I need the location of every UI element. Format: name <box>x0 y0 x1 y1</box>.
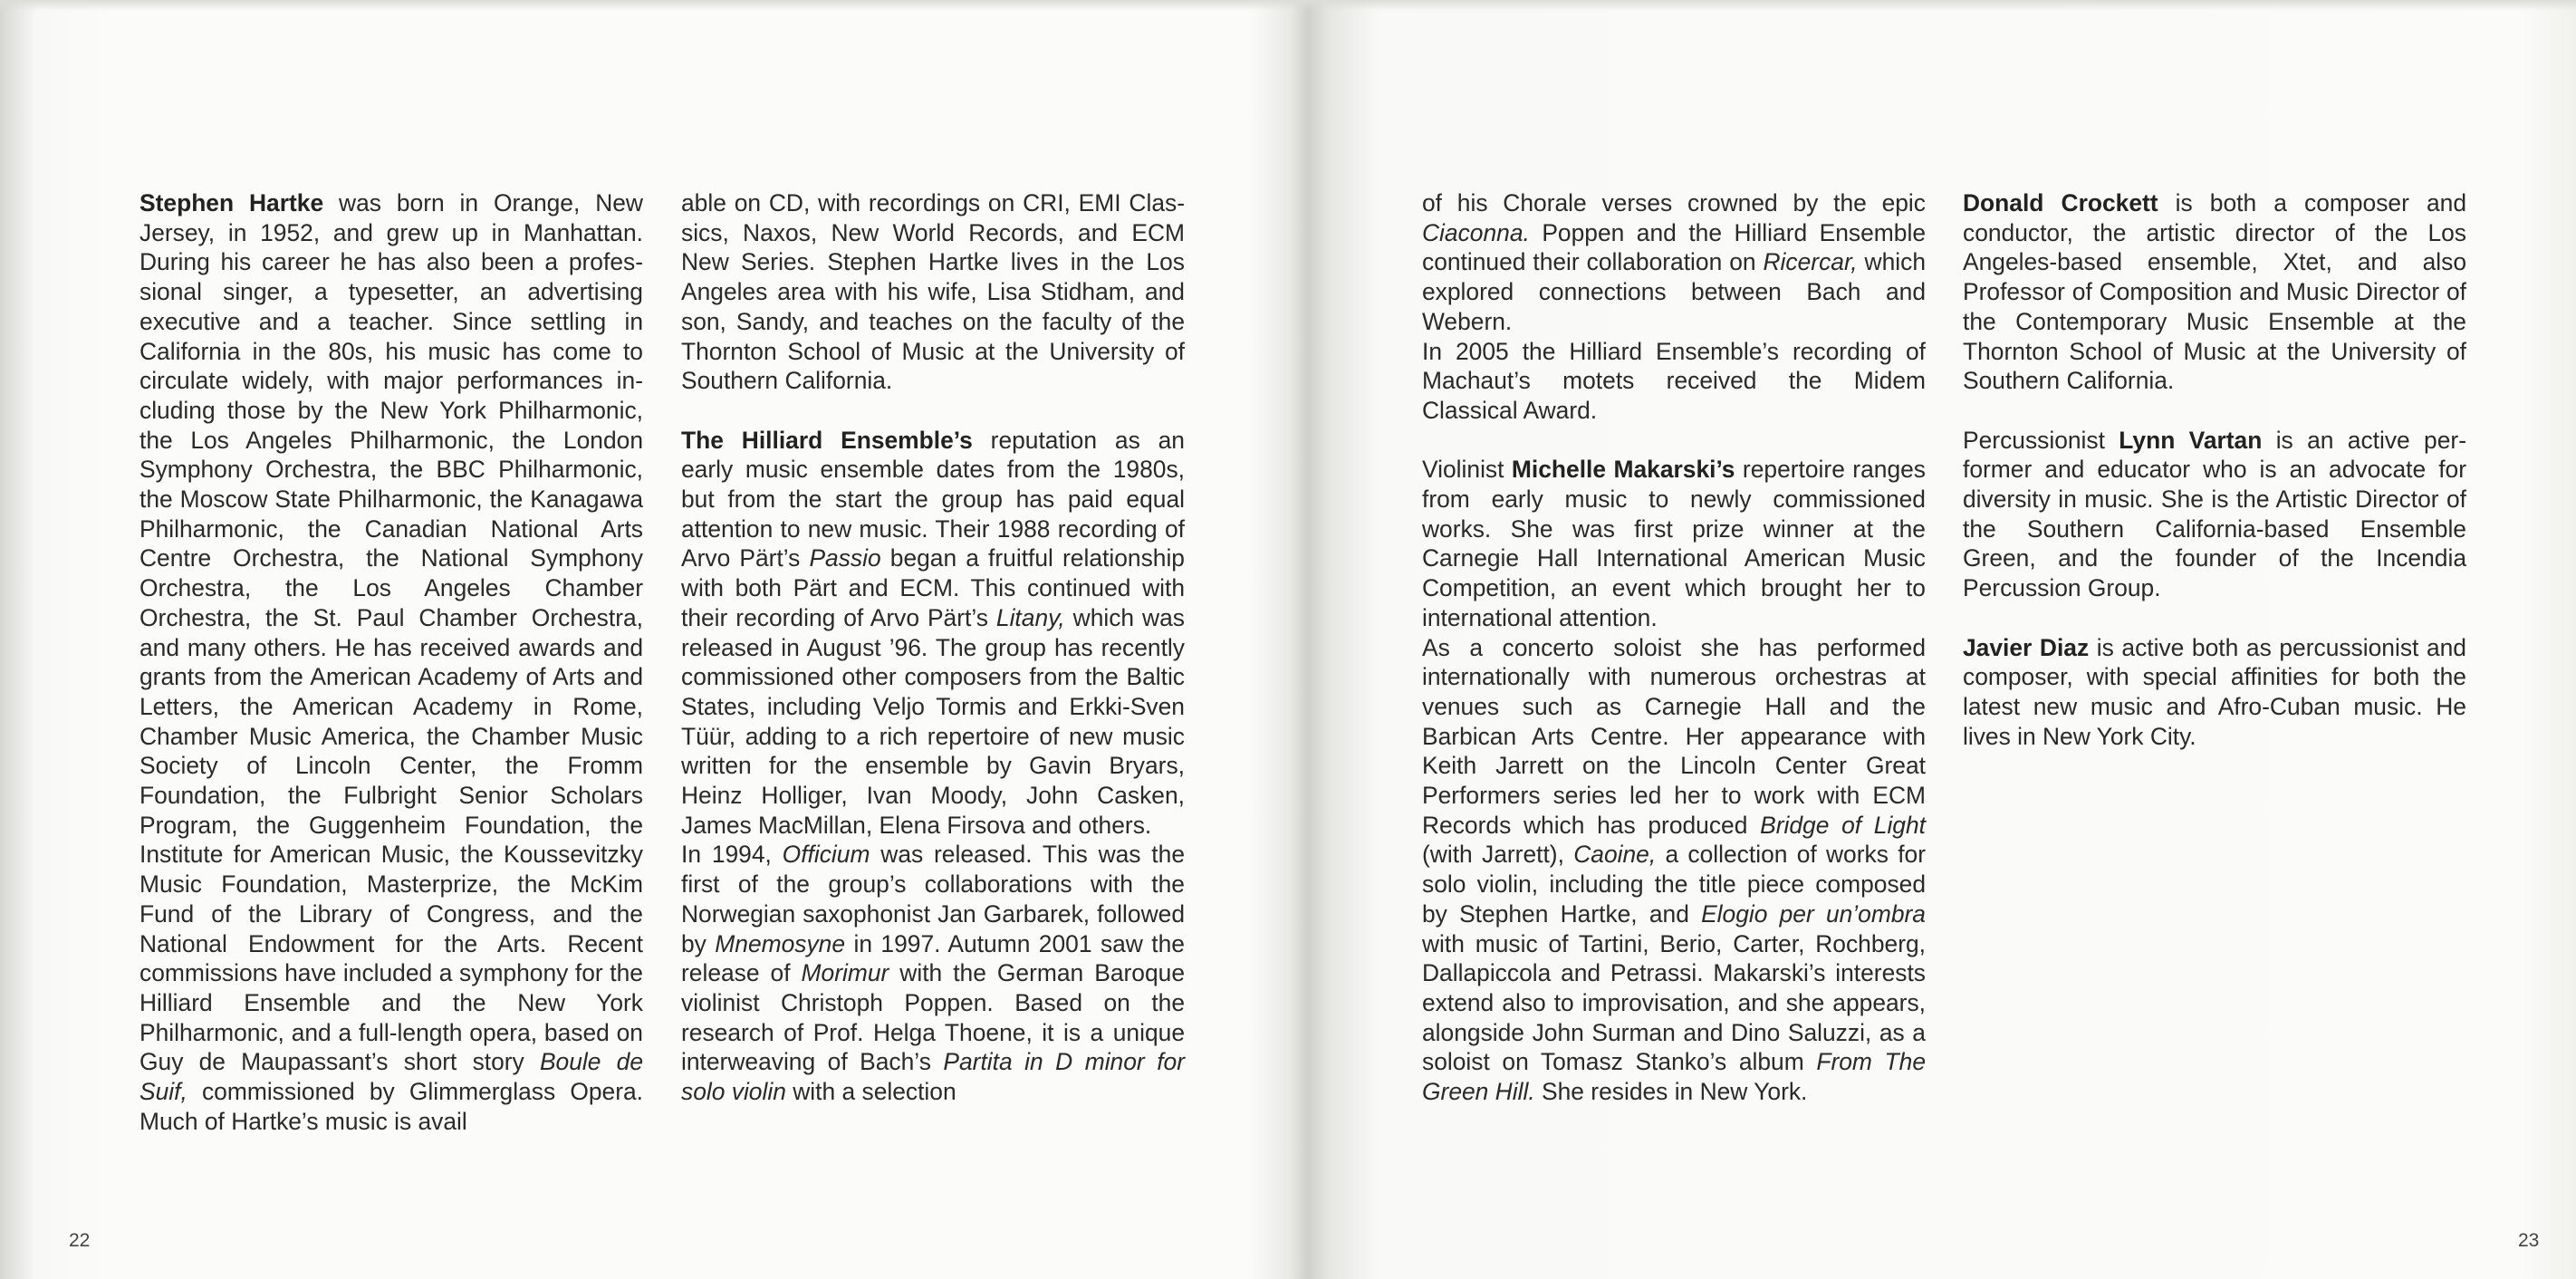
michelle-makarski-career <box>1422 633 1926 1107</box>
bio-text: reputation as an early music ensemble dates from the 1980s, but from the start the group has paid equal attention to new music. Their 1988 recording of Arvo Pärt’s <box>681 426 1185 572</box>
bio-text: began a fruitful relationship with both Pärt and ECM. This continued with their recording of Arvo Pärt’s <box>681 544 1185 631</box>
michelle-makarski-bio <box>1422 455 1926 632</box>
bio-text: is an active performer and educator who is an advocate for diversity in music. She is the Artistic Director of the Southern California-based Ensemble Green, and the founder of the Incendia Percussion Group. <box>1963 426 2466 602</box>
hilliard-ensemble-recordings <box>681 840 1185 1106</box>
column-2 <box>681 188 1185 1107</box>
page-number-left: 22 <box>69 1230 91 1251</box>
stephen-hartke-bio-continued <box>681 188 1185 396</box>
donald-crockett-bio <box>1963 188 2466 396</box>
column-4 <box>1963 188 2466 751</box>
title-italic: From The Green Hill. <box>1422 1048 1926 1106</box>
title-italic: Partita in D minor for solo violin <box>681 1048 1185 1106</box>
title-italic: Litany, <box>995 603 1065 631</box>
bio-text: was born in Orange, New Jersey, in 1952, and grew up in Manhattan. During his career he has also been a professional singer, a typesetter, an advertising executive and a teacher. Since settling in California in the 80s, his music has come to circulate widely, with major performances including those by the New York Philharmonic, the Los Angeles Philharmonic, the London Symphony Orchestra, the BBC Philharmonic, the Moscow State Philharmonic, the Kanagawa Philharmonic, the Canadian National Arts Centre Orchestra, the National Symphony Orchestra, the Los Angeles Chamber Orchestra, the St. Paul Chamber Orchestra, and many others. He has received awards and grants from the American Academy of Arts and Letters, the American Academy in Rome, Chamber Music America, the Chamber Music Society of Lincoln Center, the Fromm Foundation, the Fulbright Senior Scholars Program, the Guggenheim Foundation, the Institute for American Music, the Koussevitzky Music Foundation, Masterprize, the McKim Fund of the Library of Congress, and the National Endowment for the Arts. Recent commissions have included a symphony for the Hilliard Ensemble and the New York Philharmonic, and a full-length opera, based on Guy de Maupassant’s short story <box>139 189 643 1076</box>
bio-text: She resides in New York. <box>1534 1078 1808 1106</box>
title-italic: Ricercar, <box>1763 248 1858 276</box>
page-number-right: 23 <box>2518 1230 2540 1251</box>
name-stephen-hartke: Stephen Hartke <box>139 189 324 216</box>
javier-diaz-bio <box>1963 633 2466 752</box>
name-javier-diaz: Javier Diaz <box>1963 633 2090 661</box>
bio-text: As a concerto soloist she has performed internationally with numerous orchestras at venues such as Carnegie Hall and the Barbican Arts Centre. Her appearance with Keith Jarrett on the Lincoln Center Great Performers series led her to work with ECM Records which has produced <box>1422 633 1926 839</box>
bio-text: with the German Baroque violinist Christoph Poppen. Based on the research of Prof. Helga Thoene, it is a unique interweaving of Bach’s <box>681 959 1185 1076</box>
bio-text: Violinist <box>1422 456 1512 484</box>
hilliard-ensemble-award <box>1422 337 1926 426</box>
bio-text: is both a composer and conductor, the artistic director of the Los Angeles-based ensemble, Xtet, and also Professor of Composition and Music Director of the Contemporary Music Ensemble at the Thornton School of Music at the University of Southern California. <box>1963 189 2466 395</box>
bio-text: a collection of works for solo violin, including the title piece composed by Stephen Hartke, and <box>1422 841 1926 928</box>
bio-text: repertoire ranges from early music to newly commissioned works. She was first prize winner at the Carnegie Hall International American Music Competition, an event which brought her to international attention. <box>1422 456 1926 631</box>
bio-text: of his Chorale verses crowned by the epic <box>1422 189 1926 216</box>
title-italic: Passio <box>809 544 881 572</box>
column-3 <box>1422 188 1926 1107</box>
bio-text: commissioned by Glimmerglass Opera. Much of Hartke’s music is avail <box>139 1078 643 1135</box>
name-michelle-makarski: Michelle Makarski’s <box>1511 456 1735 484</box>
bio-text: Percussionist <box>1963 426 2119 454</box>
name-donald-crockett: Donald Crockett <box>1963 189 2158 216</box>
bio-text: In 1994, <box>681 841 783 869</box>
title-italic: Mnemosyne <box>715 929 846 957</box>
bio-text: with a selection <box>785 1078 956 1106</box>
name-lynn-vartan: Lynn Vartan <box>2119 426 2263 454</box>
title-italic: Bridge of Light <box>1760 811 1926 839</box>
page-edge-shadow <box>0 0 2576 11</box>
bio-text: was released. This was the first of the group’s collaborations with the Norwegian saxophonist Jan Garbarek, followed by <box>681 841 1185 957</box>
bio-text: able on CD, with recordings on CRI, EMI Classics, Naxos, New World Records, and ECM New Series. Stephen Hartke lives in the Los Angeles area with his wife, Lisa Stidham, and son, Sandy, and teaches on the faculty of the Thornton School of Music at the University of Southern California. <box>681 189 1185 395</box>
hilliard-ensemble-bio <box>681 426 1185 841</box>
title-italic: Ciaconna. <box>1422 218 1530 246</box>
lynn-vartan-bio <box>1963 426 2466 603</box>
title-italic: Morimur <box>801 959 889 987</box>
bio-text: Poppen and the Hilliard Ensemble continued their collaboration on <box>1422 218 1926 276</box>
bio-text: In 2005 the Hilliard Ensemble’s recording of Machaut’s motets received the Midem Classical Award. <box>1422 337 1926 424</box>
column-1 <box>139 188 643 1137</box>
title-italic: Officium <box>782 841 870 869</box>
stephen-hartke-bio <box>139 188 643 1137</box>
title-italic: Boule de Suif, <box>139 1048 644 1106</box>
hilliard-ensemble-bio-continued <box>1422 188 1926 337</box>
title-italic: Caoine, <box>1573 841 1657 869</box>
name-hilliard-ensemble: The Hilliard Ensemble’s <box>681 426 973 454</box>
bio-text: (with Jarrett), <box>1422 841 1574 869</box>
bio-text: in 1997. Autumn 2001 saw the release of <box>681 929 1185 987</box>
title-italic: Elogio per un’ombra <box>1701 899 1926 928</box>
bio-text: is active both as percussionist and composer, with special affinities for both the latest new music and Afro-Cuban music. He lives in New York City. <box>1963 633 2466 750</box>
bio-text: which explored connections between Bach and Webern. <box>1422 248 1927 335</box>
bio-text: with music of Tartini, Berio, Carter, Rochberg, Dallapiccola and Petrassi. Makarski’s interests extend also to improvisation, and she appears, alongside John Surman and Dino Saluzzi, as a soloist on Tomasz Stanko’s album <box>1422 929 1926 1076</box>
bio-text: which was released in August ’96. The group has recently commissioned other composers from the Baltic States, including Veljo Tormis and Erkki-Sven Tüür, adding to a rich repertoire of new music written for the ensemble by Gavin Bryars, Heinz Holliger, Ivan Moody, John Casken, James MacMillan, Elena Firsova and others. <box>681 603 1185 839</box>
